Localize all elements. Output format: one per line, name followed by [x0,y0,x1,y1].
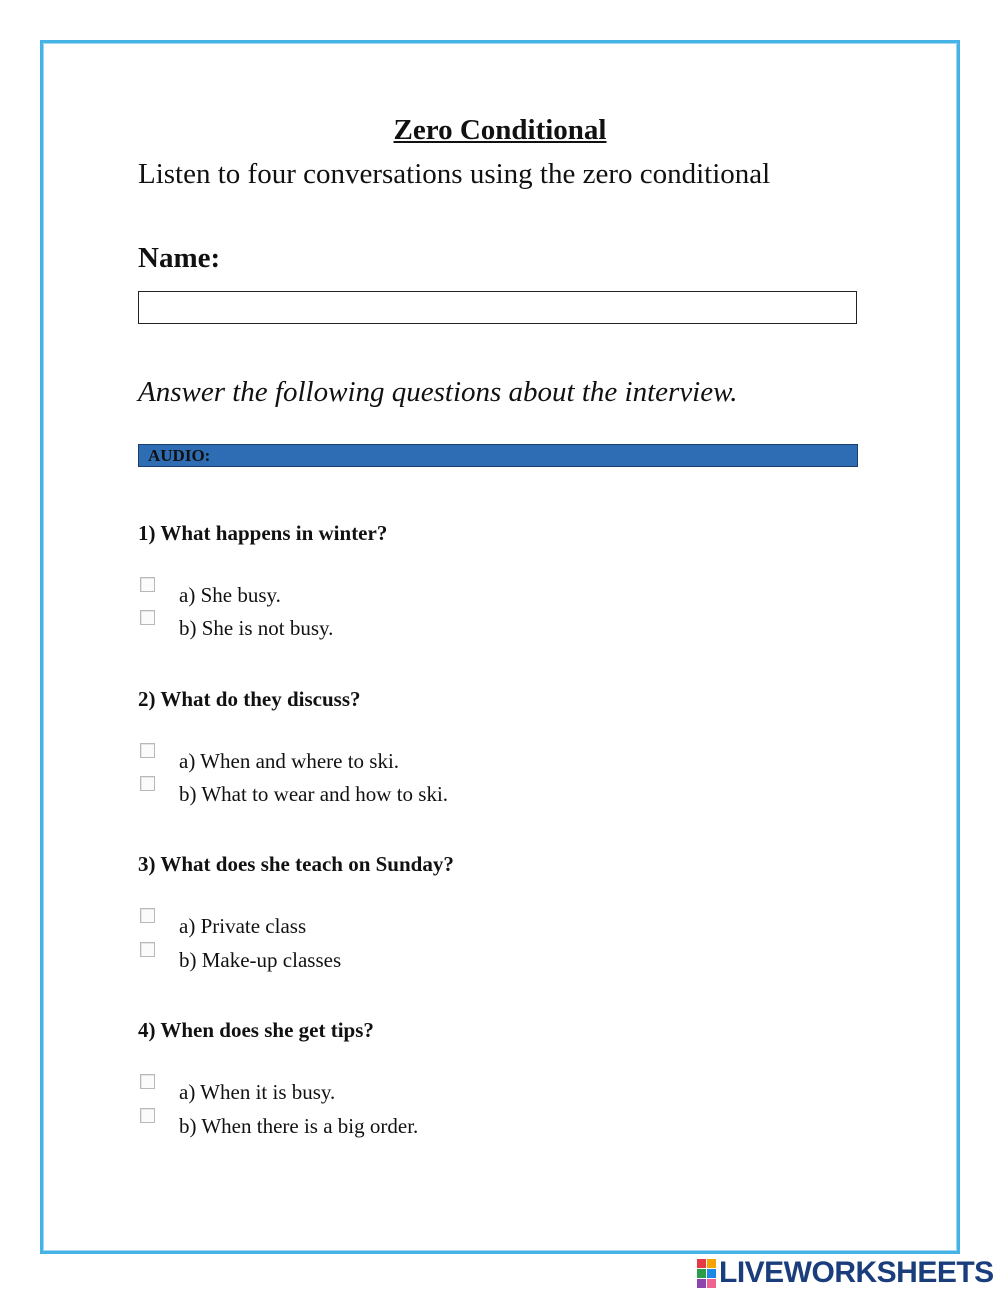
checkbox[interactable] [140,942,155,957]
checkbox[interactable] [140,908,155,923]
question-1-option-a[interactable] [140,583,281,608]
question-4-option-a[interactable] [140,1080,335,1105]
option-label: b) What to wear and how to ski. [179,782,449,806]
audio-player-bar[interactable] [138,444,858,467]
name-input-field[interactable] [138,291,857,324]
liveworksheets-logo-icon [697,1259,716,1288]
checkbox[interactable] [140,610,155,625]
question-1: 1) What happens in winter? [138,521,388,545]
question-1-option-b[interactable] [140,616,333,641]
question-4-option-b[interactable] [140,1114,418,1139]
checkbox[interactable] [140,743,155,758]
question-3: 3) What does she teach on Sunday? [138,852,454,876]
name-label: Name: [138,242,221,274]
checkbox[interactable] [140,577,155,592]
option-label: a) When and where to ski. [179,749,400,773]
option-label: b) When there is a big order. [179,1114,419,1138]
checkbox[interactable] [140,1074,155,1089]
option-label: b) She is not busy. [179,616,334,640]
question-3-option-a[interactable] [140,914,306,939]
question-2-option-b[interactable] [140,782,448,807]
audio-label: AUDIO: [148,446,211,465]
instruction-text: Answer the following questions about the interview. [138,376,738,408]
option-label: a) She busy. [179,583,281,607]
question-2-option-a[interactable] [140,749,399,774]
worksheet-frame [40,40,960,1254]
page-subtitle: Listen to four conversations using the zero conditional [138,158,771,190]
option-label: a) Private class [179,914,307,938]
liveworksheets-logo[interactable] [697,1256,994,1290]
question-2: 2) What do they discuss? [138,687,361,711]
checkbox[interactable] [140,1108,155,1123]
logo-text: LIVEWORKSHEETS [719,1256,994,1289]
option-label: a) When it is busy. [179,1080,336,1104]
question-3-option-b[interactable] [140,948,341,973]
question-4: 4) When does she get tips? [138,1018,374,1042]
checkbox[interactable] [140,776,155,791]
option-label: b) Make-up classes [179,948,342,972]
page-title: Zero Conditional [393,114,607,146]
